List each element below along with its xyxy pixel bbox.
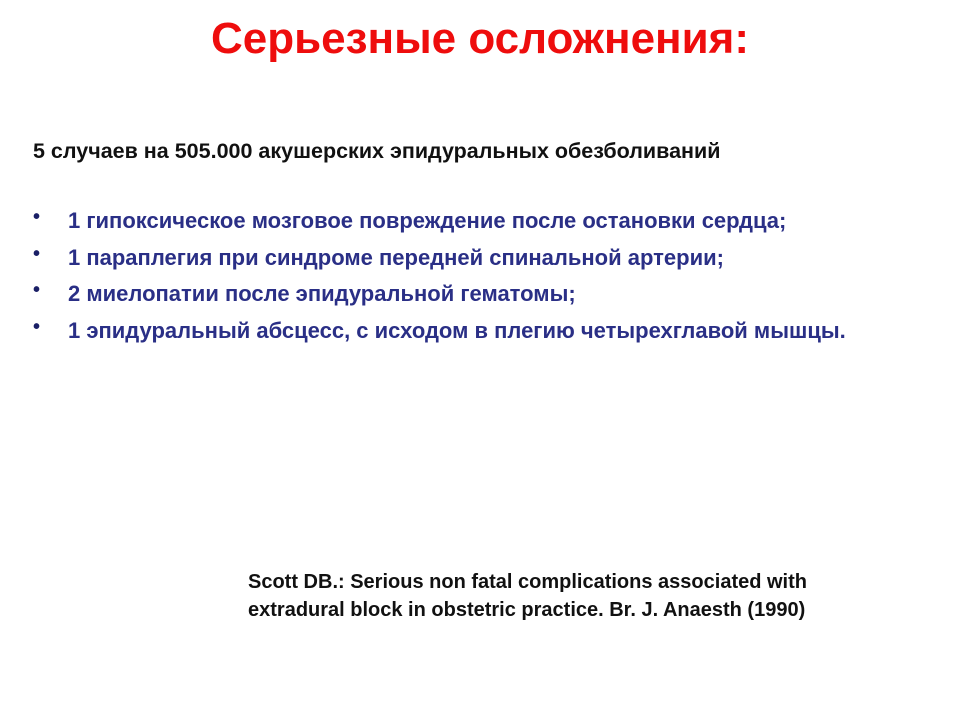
bullet-icon: • xyxy=(33,279,41,301)
list-item-text: 1 параплегия при синдроме передней спинальной артерии; xyxy=(68,244,724,270)
list-item xyxy=(33,206,933,236)
bullet-icon: • xyxy=(33,206,41,228)
citation-reference: Scott DB.: Serious non fatal complications associated with extradural block in obstetric practice. Br. J. Anaesth (1990) xyxy=(248,571,807,621)
bullet-icon: • xyxy=(33,242,41,265)
list-item-text: 1 гипоксическое мозговое повреждение после остановки сердца; xyxy=(68,208,787,233)
list-item-text: 1 эпидуральный абсцесс, с исходом в плегию четырехглавой мышцы. xyxy=(68,317,846,343)
slide-subtitle: 5 случаев на 505.000 акушерских эпидуральных обезболиваний xyxy=(33,139,721,163)
complications-list xyxy=(33,206,933,352)
list-item-text: 2 миелопатии после эпидуральной гематомы; xyxy=(68,281,576,306)
list-item xyxy=(33,316,933,346)
list-item xyxy=(33,243,933,273)
slide-title: Серьезные осложнения: xyxy=(211,14,749,63)
bullet-icon: • xyxy=(33,315,41,338)
list-item xyxy=(33,279,933,309)
